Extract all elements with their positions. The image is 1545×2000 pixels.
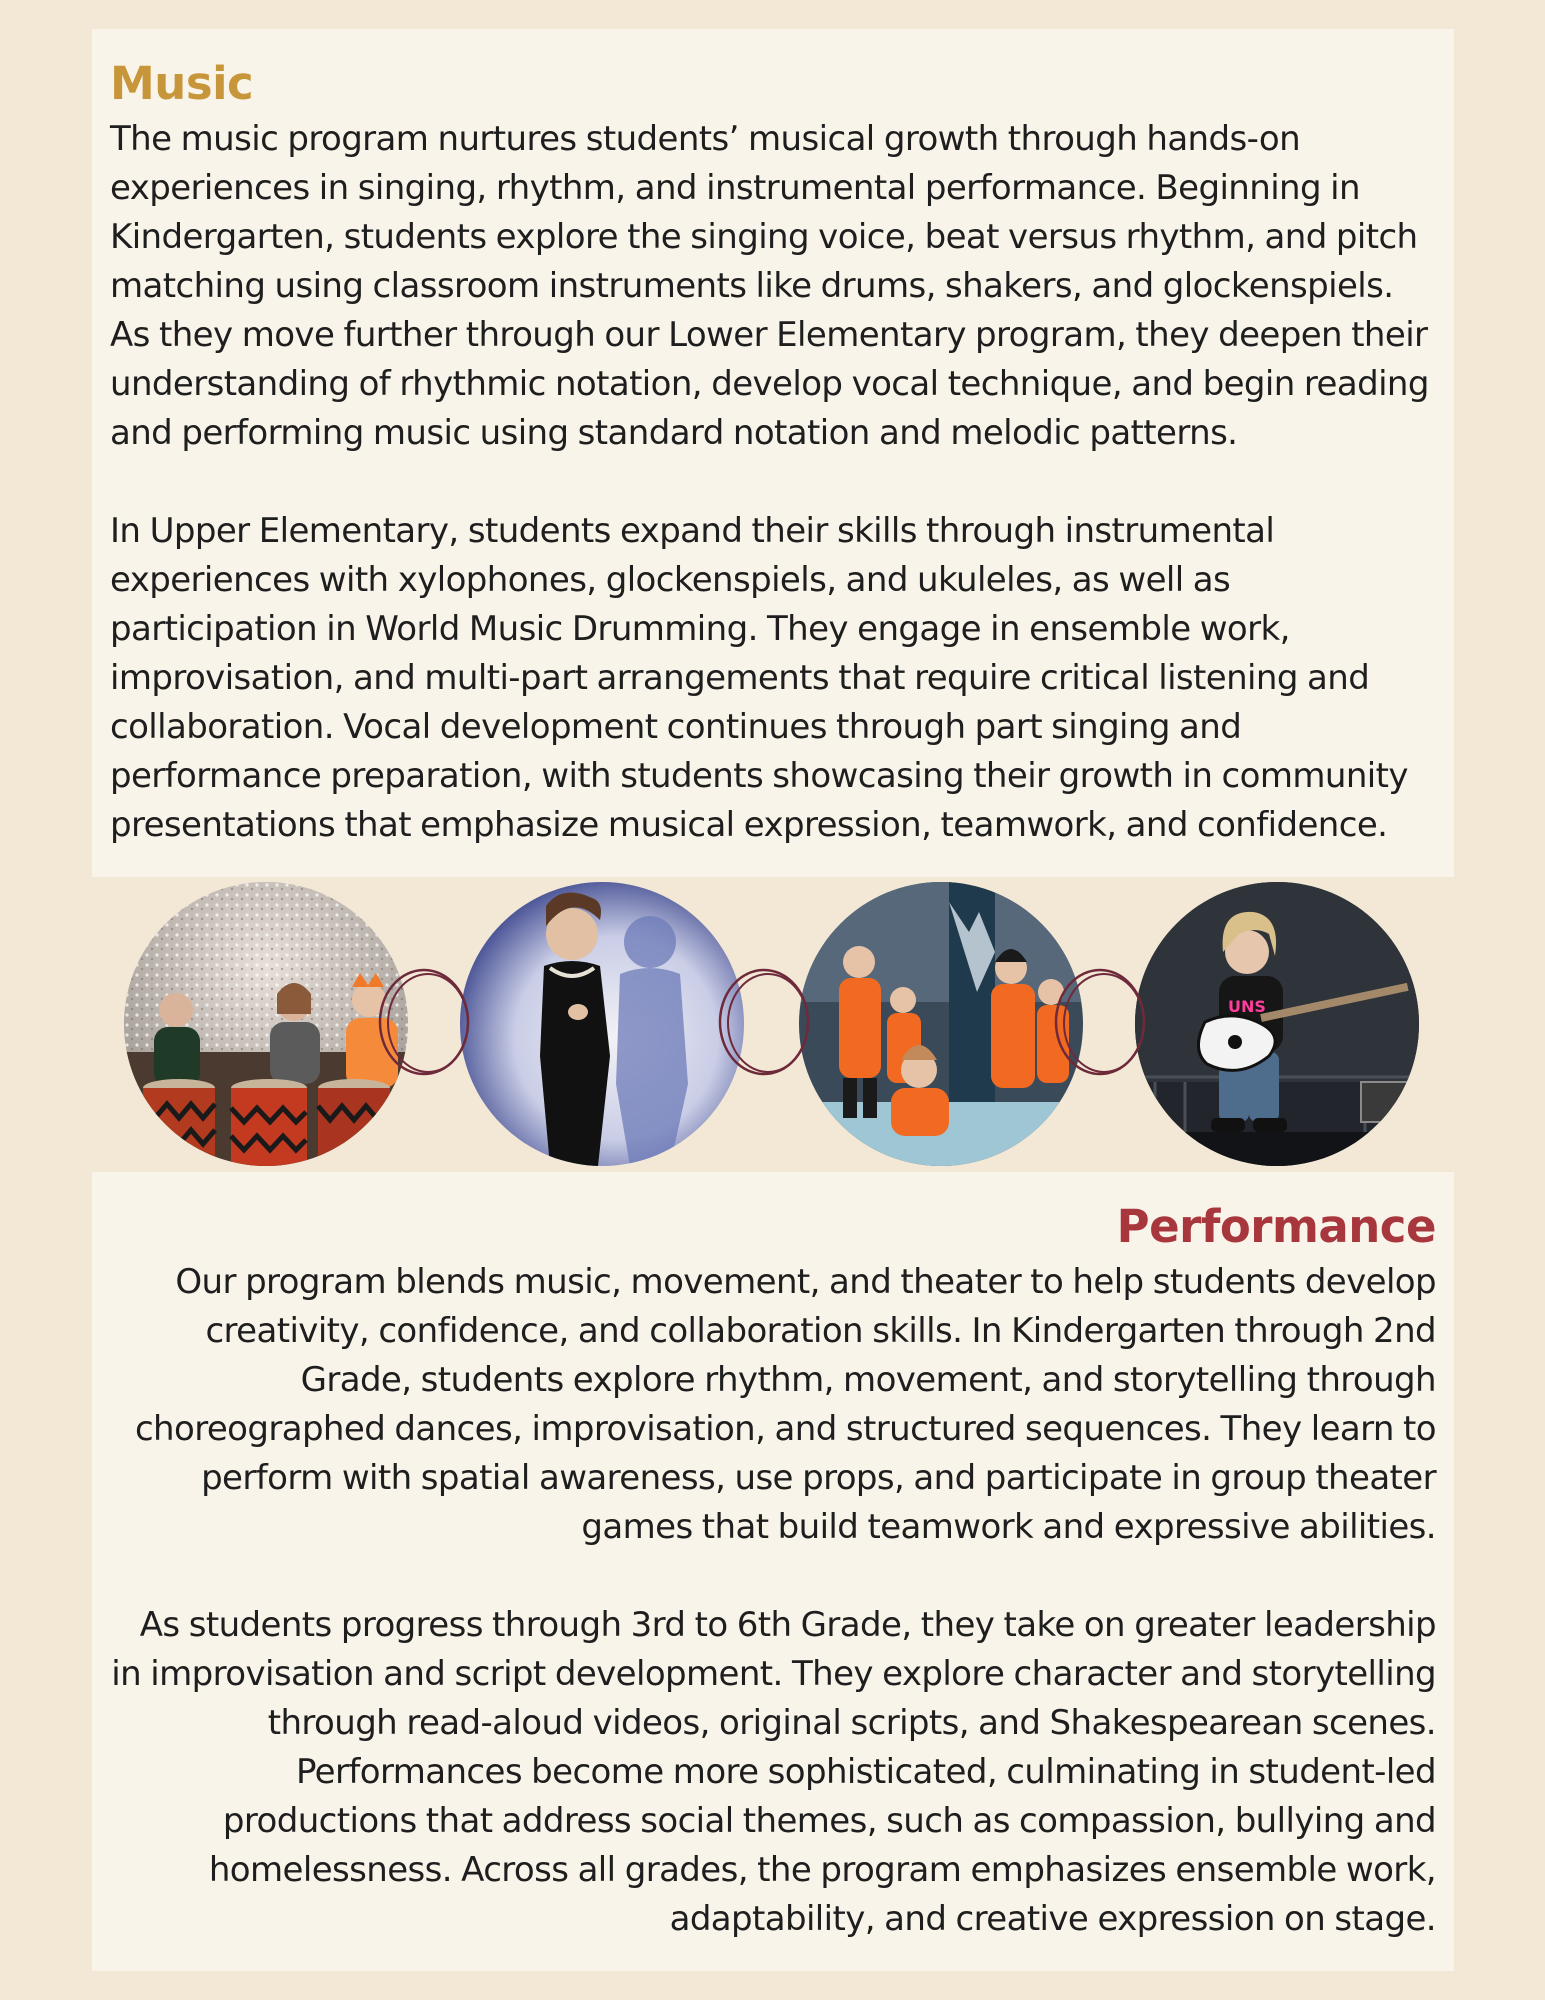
- music-paragraph-2: [110, 507, 1436, 850]
- text-line: Our program blends music, movement, and theater to help students develop: [175, 1262, 1436, 1302]
- text-line: improvisation, and multi-part arrangements that require critical listening and: [110, 658, 1370, 698]
- photo-strip: [0, 877, 1545, 1172]
- text-line: homelessness. Across all grades, the program emphasizes ensemble work,: [208, 1850, 1436, 1890]
- text-line: creativity, confidence, and collaboration skills. In Kindergarten through 2nd: [205, 1311, 1436, 1351]
- text-line: matching using classroom instruments like drums, shakers, and glockenspiels.: [110, 266, 1394, 306]
- music-section: [92, 29, 1454, 877]
- performance-heading: Performance: [1116, 1200, 1436, 1253]
- text-line: and performing music using standard notation and melodic patterns.: [110, 413, 1238, 453]
- text-line: productions that address social themes, such as compassion, bullying and: [222, 1801, 1436, 1841]
- text-line: choreographed dances, improvisation, and structured sequences. They learn to: [134, 1409, 1436, 1449]
- text-line: performance preparation, with students showcasing their growth in community: [110, 756, 1408, 796]
- text-line: through read-aloud videos, original scripts, and Shakespearean scenes.: [267, 1703, 1436, 1743]
- performance-paragraph-2: [110, 1601, 1436, 1944]
- costumed-students-photo: [799, 882, 1083, 1166]
- text-line: As students progress through 3rd to 6th Grade, they take on greater leadership: [139, 1605, 1436, 1645]
- text-line: understanding of rhythmic notation, develop vocal technique, and begin reading: [110, 364, 1429, 404]
- text-line: Performances become more sophisticated, culminating in student-led: [295, 1752, 1436, 1792]
- svg-text:UNS: UNS: [1228, 997, 1266, 1016]
- text-line: Kindergarten, students explore the singing voice, beat versus rhythm, and pitch: [110, 217, 1418, 257]
- text-line: in improvisation and script development. They explore character and storytelling: [111, 1654, 1436, 1694]
- text-line: As they move further through our Lower Elementary program, they deepen their: [110, 315, 1428, 355]
- text-line: experiences with xylophones, glockenspiels, and ukuleles, as well as: [110, 560, 1231, 600]
- text-line: collaboration. Vocal development continues through part singing and: [110, 707, 1242, 747]
- drumming-students-photo: [124, 882, 408, 1166]
- paragraph-spacer: [110, 1552, 1436, 1601]
- singing-student-photo: [460, 882, 744, 1166]
- guitarist-student-photo: [1135, 882, 1419, 1166]
- text-line: The music program nurtures students’ musical growth through hands-on: [110, 119, 1301, 159]
- text-line: experiences in singing, rhythm, and instrumental performance. Beginning in: [110, 168, 1360, 208]
- text-line: Grade, students explore rhythm, movement, and storytelling through: [300, 1360, 1436, 1400]
- music-heading: Music: [110, 57, 254, 110]
- performance-paragraph-1: [110, 1258, 1436, 1552]
- text-line: adaptability, and creative expression on stage.: [669, 1899, 1436, 1939]
- text-line: participation in World Music Drumming. They engage in ensemble work,: [110, 609, 1290, 649]
- text-line: presentations that emphasize musical expression, teamwork, and confidence.: [110, 805, 1388, 845]
- text-line: In Upper Elementary, students expand their skills through instrumental: [110, 511, 1275, 551]
- music-paragraph-1: [110, 115, 1436, 458]
- text-line: perform with spatial awareness, use props, and participate in group theater: [201, 1458, 1436, 1498]
- paragraph-spacer: [110, 458, 1436, 507]
- text-line: games that build teamwork and expressive abilities.: [581, 1507, 1436, 1547]
- performance-section: [92, 1172, 1454, 1971]
